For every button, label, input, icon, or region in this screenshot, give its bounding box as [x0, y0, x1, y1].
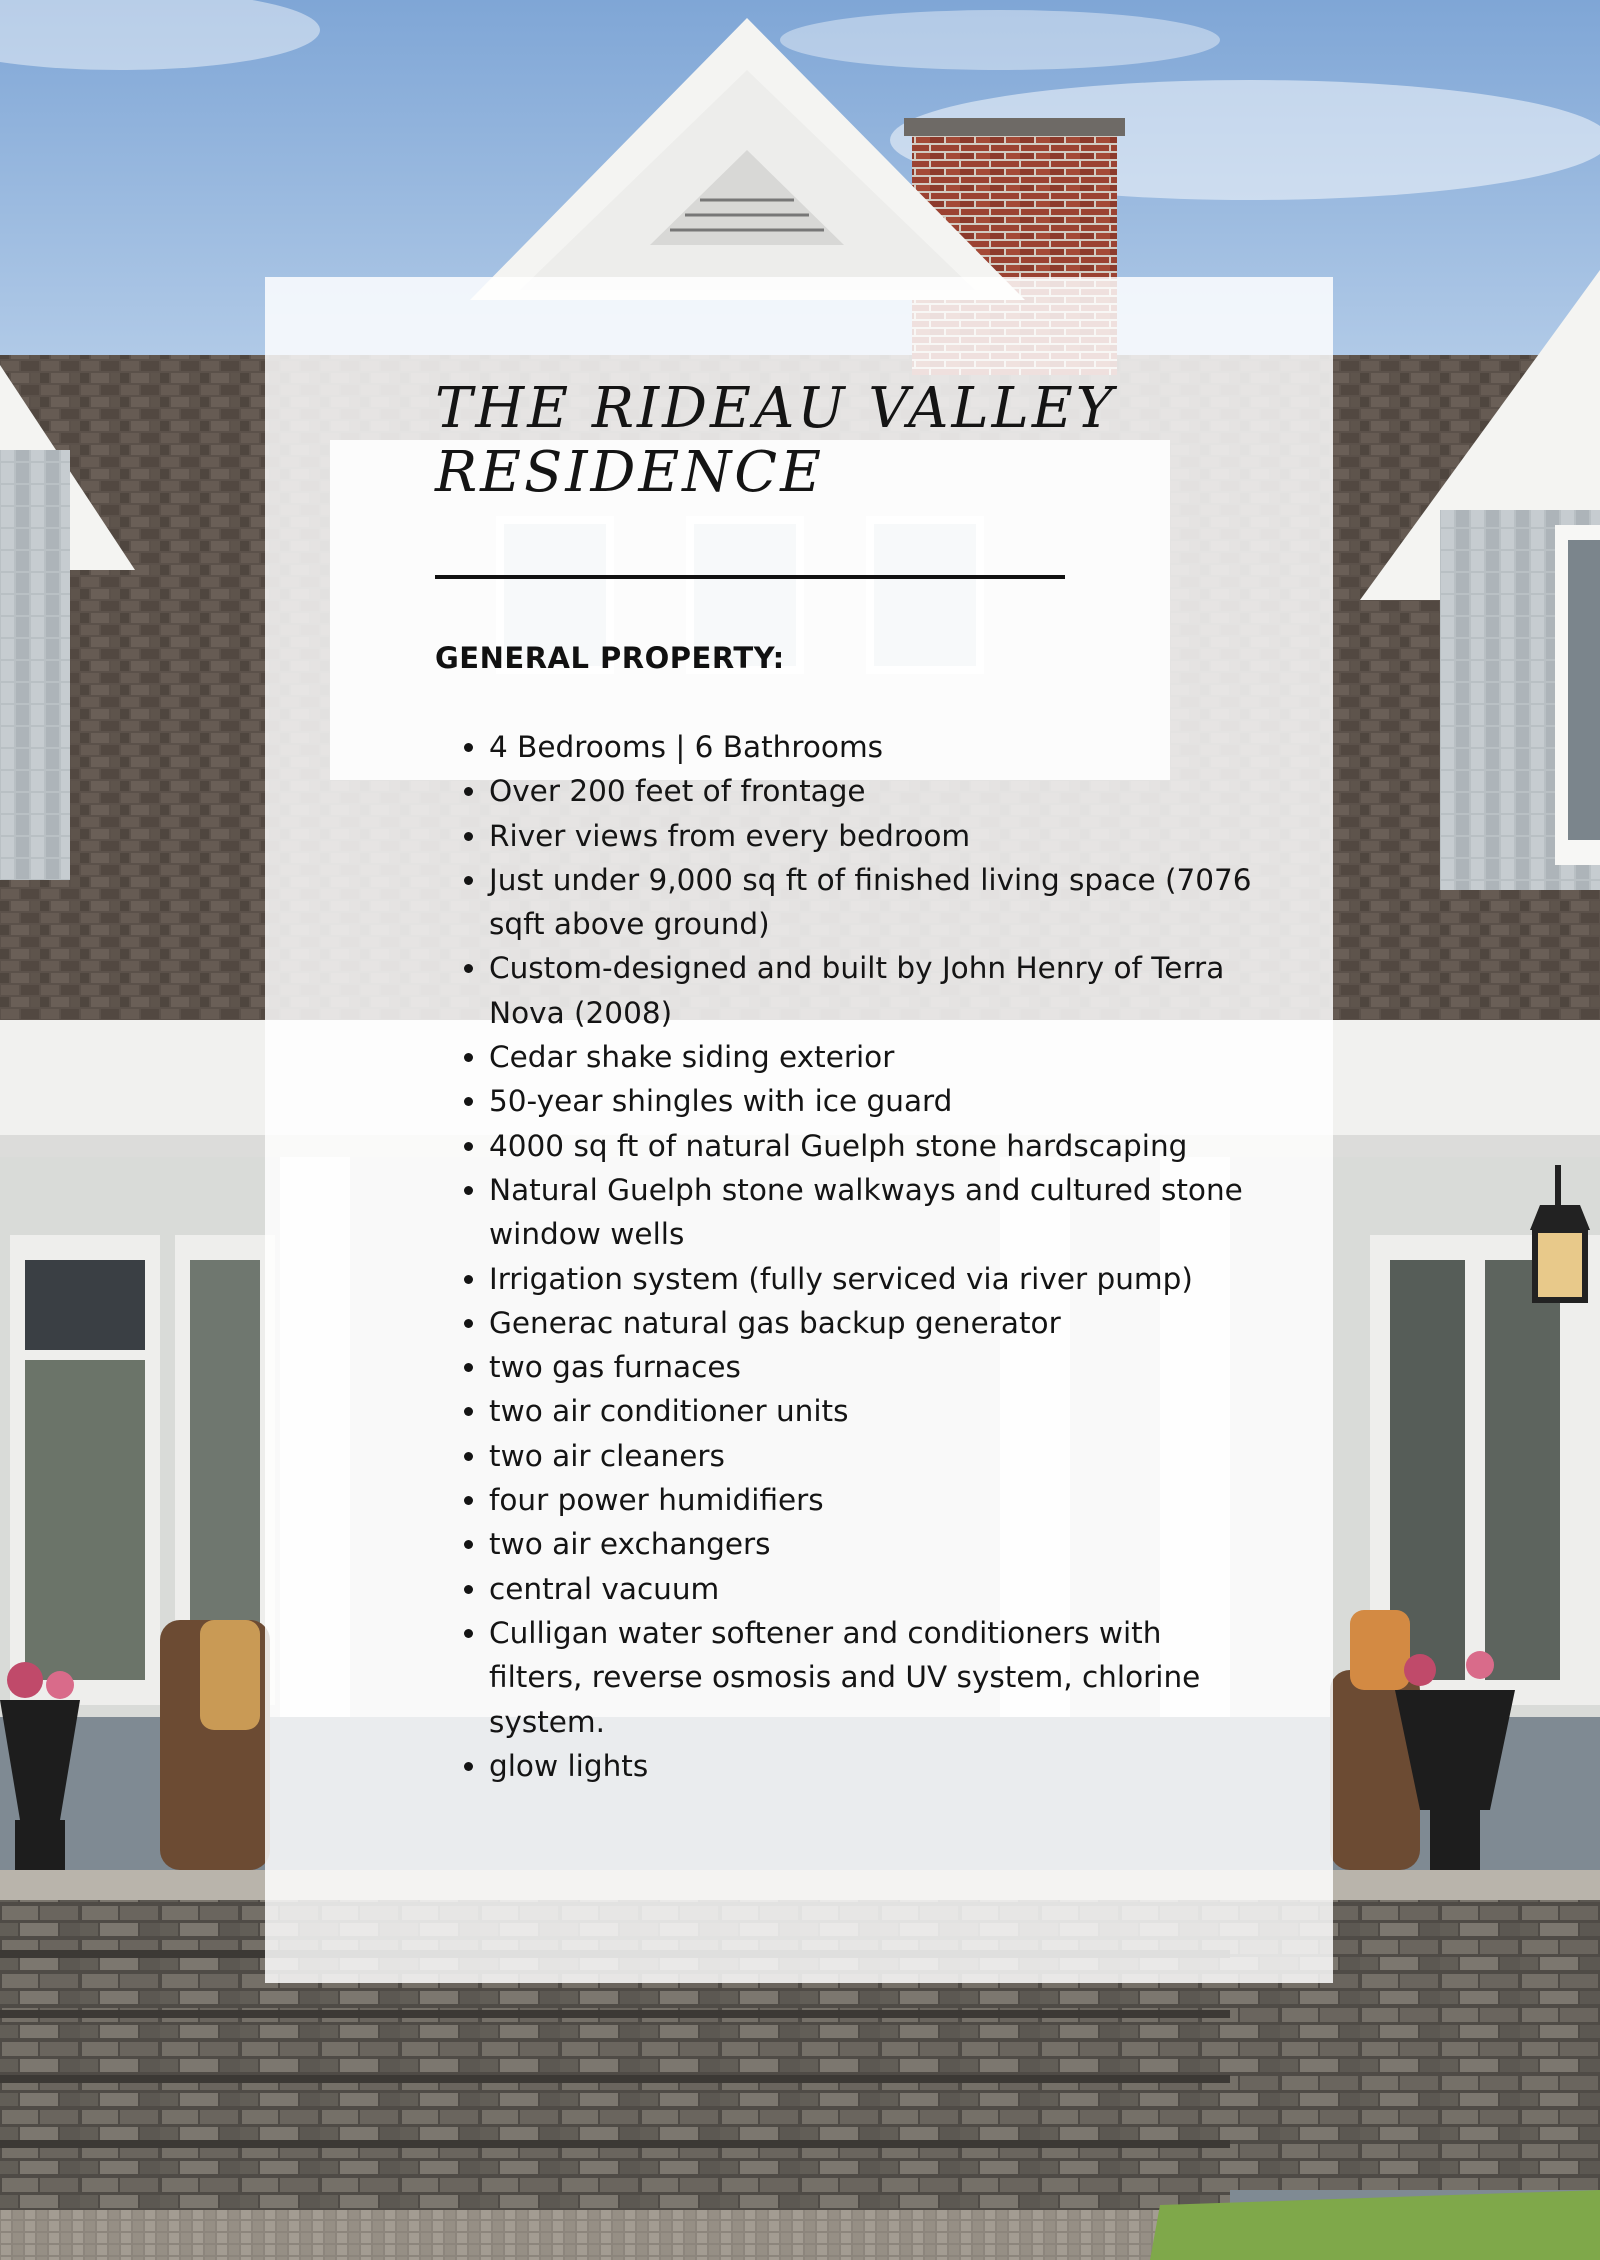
list-item: • River views from every bedroom: [489, 814, 1259, 858]
list-item: • Just under 9,000 sq ft of finished living space (7076 sqft above ground): [489, 858, 1259, 947]
list-item: • four power humidifiers: [489, 1478, 1259, 1522]
list-item: • Over 200 feet of frontage: [489, 769, 1259, 813]
list-item: • Natural Guelph stone walkways and cultured stone window wells: [489, 1168, 1259, 1257]
list-item: • two gas furnaces: [489, 1345, 1259, 1389]
list-item: • Generac natural gas backup generator: [489, 1301, 1259, 1345]
list-item: • two air exchangers: [489, 1522, 1259, 1566]
list-item: • Custom-designed and built by John Henry of Terra Nova (2008): [489, 946, 1259, 1035]
list-item: • central vacuum: [489, 1567, 1259, 1611]
feature-list: [435, 725, 1259, 1788]
list-item: • 4 Bedrooms | 6 Bathrooms: [489, 725, 1259, 769]
title-divider: [435, 575, 1065, 579]
list-item: • two air cleaners: [489, 1434, 1259, 1478]
list-item: • glow lights: [489, 1744, 1259, 1788]
page-title: THE RIDEAU VALLEY RESIDENCE: [435, 376, 1116, 505]
list-item: • Cedar shake siding exterior: [489, 1035, 1259, 1079]
property-info-panel: [265, 277, 1333, 1983]
list-item: • two air conditioner units: [489, 1389, 1259, 1433]
list-item: • 4000 sq ft of natural Guelph stone hardscaping: [489, 1124, 1259, 1168]
list-item: • Culligan water softener and conditioners with filters, reverse osmosis and UV system, chlorine system.: [489, 1611, 1259, 1744]
section-heading: GENERAL PROPERTY:: [435, 641, 785, 675]
list-item: • Irrigation system (fully serviced via river pump): [489, 1257, 1259, 1301]
list-item: • 50-year shingles with ice guard: [489, 1079, 1259, 1123]
